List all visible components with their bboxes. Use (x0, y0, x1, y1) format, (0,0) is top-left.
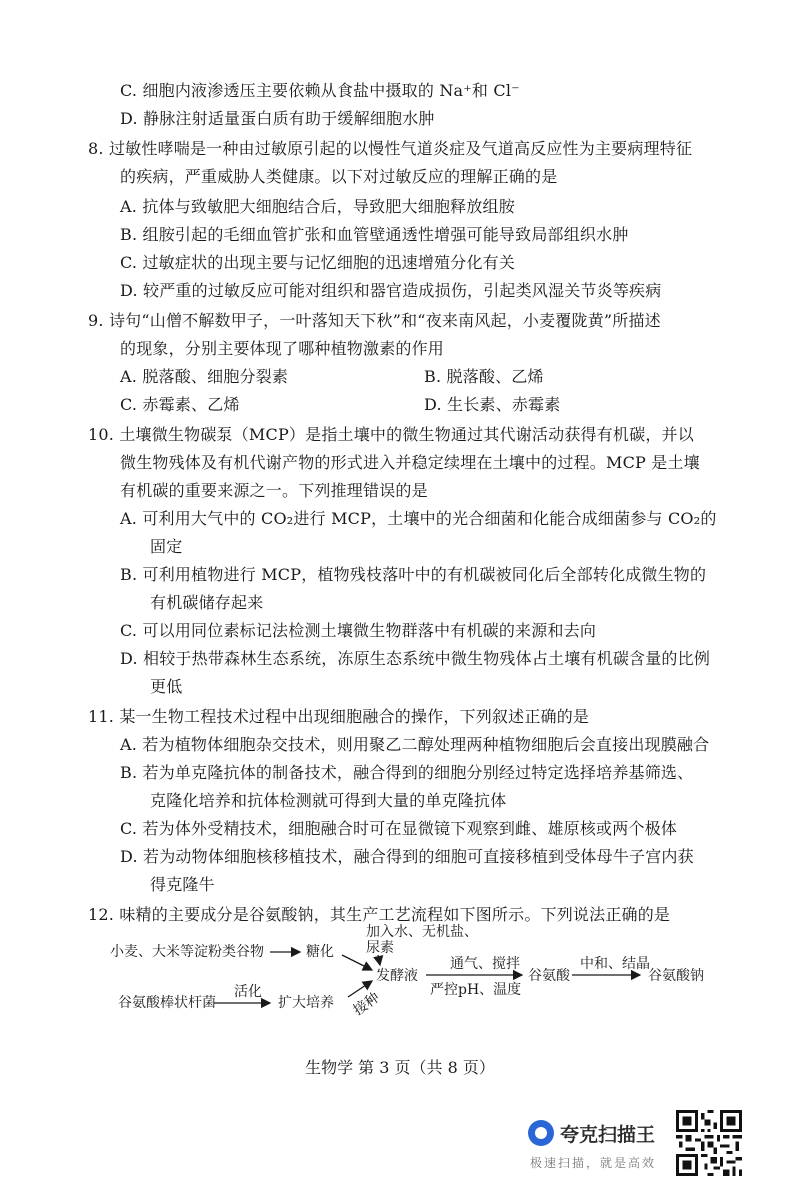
text-line-8: D. 较严重的过敏反应可能对组织和器官造成损伤，引起类风湿关节炎等疾病 (120, 281, 662, 300)
quark-logo-icon (528, 1120, 554, 1146)
msg-production-flow-diagram (110, 925, 730, 1040)
text-line-19: 固定 (150, 537, 183, 556)
text-line-30: D. 若为动物体细胞核移植技术，融合得到的细胞可直接移植到受体母牛子宫内获 (120, 847, 694, 866)
label-saccharify: 糖化 (306, 944, 334, 960)
label-inoculate: 接种 (350, 989, 383, 1019)
text-line-12: B. 脱落酸、乙烯 (424, 367, 544, 386)
arrow-saccharify-to-ferment (342, 955, 372, 970)
text-line-24: 更低 (150, 677, 183, 696)
text-line-1: C. 细胞内液渗透压主要依赖从食盐中摄取的 Na⁺和 Cl⁻ (120, 81, 520, 100)
label-neutralize: 中和、结晶 (580, 956, 650, 972)
text-line-7: C. 过敏症状的出现主要与记忆细胞的迅速增殖分化有关 (120, 253, 516, 272)
text-line-25: 11. 某一生物工程技术过程中出现细胞融合的操作，下列叙述正确的是 (88, 707, 590, 726)
text-line-9: 9. 诗句“山僧不解数甲子，一叶落知天下秋”和“夜来南风起，小麦覆陇黄”所描述 (88, 311, 661, 330)
text-line-5: A. 抗体与致敏肥大细胞结合后，导致肥大细胞释放组胺 (120, 197, 515, 216)
text-line-21: 有机碳储存起来 (150, 593, 264, 612)
label-msg: 谷氨酸钠 (648, 968, 704, 984)
text-line-10: 的现象，分别主要体现了哪种植物激素的作用 (120, 339, 445, 358)
text-line-11: A. 脱落酸、细胞分裂素 (120, 367, 289, 386)
text-line-14: D. 生长素、赤霉素 (424, 395, 561, 414)
text-line-31: 得克隆牛 (150, 875, 215, 894)
text-line-32: 12. 味精的主要成分是谷氨酸钠，其生产工艺流程如下图所示。下列说法正确的是 (88, 905, 671, 924)
text-line-22: C. 可以用同位素标记法检测土壤微生物群落中有机碳的来源和去向 (120, 621, 597, 640)
qr-code-icon[interactable] (676, 1110, 742, 1176)
text-line-16: 微生物残体及有机代谢产物的形式进入并稳定续埋在土壤中的过程。MCP 是土壤 (120, 453, 700, 472)
text-line-27: B. 若为单克隆抗体的制备技术，融合得到的细胞分别经过特定选择培养基筛选、 (120, 763, 694, 782)
text-line-26: A. 若为植物体细胞杂交技术，则用聚乙二醇处理两种植物细胞后会直接出现膜融合 (120, 735, 710, 754)
page-footer: 生物学 第 3 页（共 8 页） (305, 1058, 495, 1077)
label-activate: 活化 (234, 984, 262, 1000)
watermark-subtitle: 极速扫描，就是高效 (530, 1156, 657, 1170)
watermark-title: 夸克扫描王 (560, 1124, 656, 1146)
label-bacteria: 谷氨酸棒状杆菌 (118, 995, 216, 1011)
label-control: 严控pH、温度 (430, 982, 522, 998)
text-line-17: 有机碳的重要来源之一。下列推理错误的是 (120, 481, 428, 500)
text-line-6: B. 组胺引起的毛细血管扩张和血管壁通透性增强可能导致局部组织水肿 (120, 225, 629, 244)
text-line-15: 10. 土壤微生物碳泵（MCP）是指土壤中的微生物通过其代谢活动获得有机碳，并以 (88, 425, 694, 444)
label-aerate: 通气、搅拌 (450, 956, 520, 972)
text-line-13: C. 赤霉素、乙烯 (120, 395, 240, 414)
text-line-20: B. 可利用植物进行 MCP，植物残枝落叶中的有机碳被同化后全部转化成微生物的 (120, 565, 707, 584)
label-glutamic-acid: 谷氨酸 (528, 968, 570, 984)
text-line-18: A. 可利用大气中的 CO₂进行 MCP，土壤中的光合细菌和化能合成细菌参与 CO₂的 (120, 509, 717, 528)
label-additives-2: 尿素 (366, 940, 394, 956)
text-line-4: 的疾病，严重威胁人类健康。以下对过敏反应的理解正确的是 (120, 167, 558, 186)
label-ferment: 发酵液 (376, 968, 418, 984)
text-line-3: 8. 过敏性哮喘是一种由过敏原引起的以慢性气道炎症及气道高反应性为主要病理特征 (88, 139, 693, 158)
text-line-28: 克隆化培养和抗体检测就可得到大量的单克隆抗体 (150, 791, 507, 810)
label-grain: 小麦、大米等淀粉类谷物 (110, 944, 264, 960)
label-expand: 扩大培养 (278, 995, 334, 1011)
text-line-2: D. 静脉注射适量蛋白质有助于缓解细胞水肿 (120, 109, 435, 128)
text-line-29: C. 若为体外受精技术，细胞融合时可在显微镜下观察到雌、雄原核或两个极体 (120, 819, 678, 838)
label-additives-1: 加入水、无机盐、 (366, 924, 478, 940)
text-line-23: D. 相较于热带森林生态系统，冻原生态系统中微生物残体占土壤有机碳含量的比例 (120, 649, 711, 668)
